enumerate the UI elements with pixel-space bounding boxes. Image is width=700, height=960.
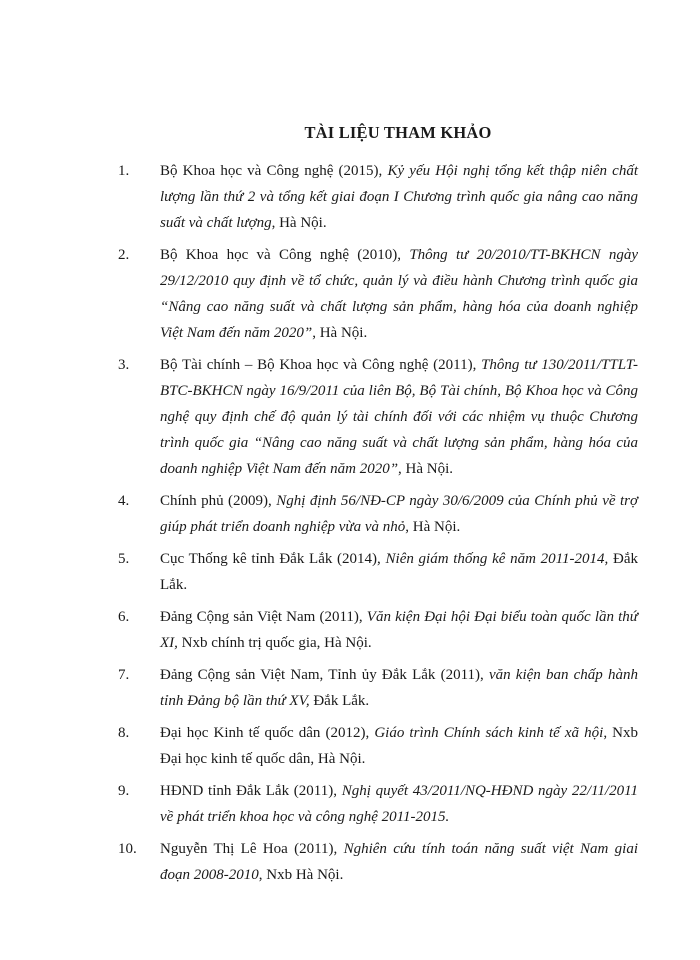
reference-text — [160, 242, 638, 346]
reference-title: văn kiện ban chấp hành tỉnh Đảng bộ lần thứ XV, — [160, 667, 638, 709]
reference-text — [160, 546, 638, 598]
reference-title: Thông tư 130/2011/TTLT-BTC-BKHCN ngày 16/9/2011 của liên Bộ, Bộ Tài chính, Bộ Khoa học và Công nghệ quy định chế độ quản lý tài chính đối với các nhiệm vụ thuộc Chương trình quốc gia “Nâng cao năng suất và chất lượng sản phẩm, hàng hóa của doanh nghiệp Việt Nam đến năm 2020” — [160, 357, 638, 477]
reference-item — [118, 488, 638, 540]
reference-number: 1. — [118, 163, 130, 179]
reference-number: 3. — [118, 357, 130, 373]
reference-number: 6. — [118, 609, 130, 625]
reference-publisher: Đắk Lắk. — [160, 551, 638, 593]
reference-title: Kỷ yếu Hội nghị tổng kết thập niên chất lượng lần thứ 2 và tổng kết giai đoạn I Chương trình quốc gia nâng cao năng suất và chất lượng — [160, 163, 638, 231]
reference-author: Nguyễn Thị Lê Hoa (2011), — [160, 841, 344, 857]
reference-number: 8. — [118, 725, 130, 741]
reference-title: Niên giám thống kê năm 2011-2014, — [385, 551, 609, 567]
reference-number: 10. — [118, 841, 137, 857]
reference-item — [118, 720, 638, 772]
reference-publisher: , Hà Nội. — [405, 519, 461, 535]
reference-text — [160, 662, 638, 714]
reference-publisher: , Hà Nội. — [271, 215, 327, 231]
reference-title: Nghị định 56/NĐ-CP ngày 30/6/2009 của Chính phủ về trợ giúp phát triển doanh nghiệp vừa và nhỏ — [160, 493, 638, 535]
reference-text — [160, 158, 638, 236]
reference-publisher: , Nxb Hà Nội. — [258, 867, 344, 883]
reference-publisher: , Hà Nội. — [398, 461, 454, 477]
reference-item — [118, 242, 638, 346]
reference-author: Chính phủ (2009), — [160, 493, 277, 509]
reference-author: HĐND tỉnh Đắk Lắk (2011), — [160, 783, 342, 799]
page-title: TÀI LIỆU THAM KHẢO — [304, 123, 492, 142]
reference-text — [160, 720, 638, 772]
reference-author: Bộ Khoa học và Công nghệ (2010), — [160, 247, 410, 263]
reference-text — [160, 778, 638, 830]
reference-author: Bộ Tài chính – Bộ Khoa học và Công nghệ (2011), — [160, 357, 482, 373]
reference-number: 7. — [118, 667, 130, 683]
reference-number: 4. — [118, 493, 130, 509]
reference-publisher: , Hà Nội. — [312, 325, 368, 341]
reference-publisher: Nxb chính trị quốc gia, Hà Nội. — [177, 635, 372, 651]
reference-title: Văn kiện Đại hội Đại biểu toàn quốc lần thứ XI, — [160, 609, 638, 651]
reference-text — [160, 836, 638, 888]
reference-title: Nghiên cứu tính toán năng suất việt Nam giai đoạn 2008-2010 — [160, 841, 639, 883]
reference-publisher: Đắk Lắk. — [309, 693, 370, 709]
reference-list — [118, 158, 638, 888]
reference-author: Đảng Cộng sản Việt Nam (2011), — [160, 609, 367, 625]
reference-text — [160, 488, 638, 540]
reference-author: Đại học Kinh tế quốc dân (2012), — [160, 725, 375, 741]
reference-number: 2. — [118, 247, 130, 263]
reference-item — [118, 158, 638, 236]
reference-text — [160, 604, 638, 656]
reference-item — [118, 604, 638, 656]
reference-author: Đảng Cộng sản Việt Nam, Tỉnh ủy Đắk Lắk (2011), — [160, 667, 489, 683]
reference-text — [160, 352, 638, 482]
reference-author: Cục Thống kê tỉnh Đắk Lắk (2014), — [160, 551, 386, 567]
reference-number: 9. — [118, 783, 130, 799]
reference-item — [118, 546, 638, 598]
reference-item — [118, 662, 638, 714]
reference-number: 5. — [118, 551, 130, 567]
reference-item — [118, 778, 638, 830]
reference-publisher: , Nxb Đại học kinh tế quốc dân, Hà Nội. — [160, 725, 638, 767]
reference-item — [118, 352, 638, 482]
reference-title: Nghị quyết 43/2011/NQ-HĐND ngày 22/11/2011 về phát triển khoa học và công nghệ 2011-2015. — [160, 783, 638, 825]
reference-item — [118, 836, 638, 888]
reference-title: Thông tư 20/2010/TT-BKHCN ngày 29/12/2010 quy định về tổ chức, quản lý và điều hành Chương trình quốc gia “Nâng cao năng suất và chất lượng sản phẩm, hàng hóa của doanh nghiệp Việt Nam đến năm 2020” — [160, 247, 638, 341]
reference-title: Giáo trình Chính sách kinh tế xã hội — [374, 725, 604, 741]
reference-author: Bộ Khoa học và Công nghệ (2015), — [160, 163, 388, 179]
